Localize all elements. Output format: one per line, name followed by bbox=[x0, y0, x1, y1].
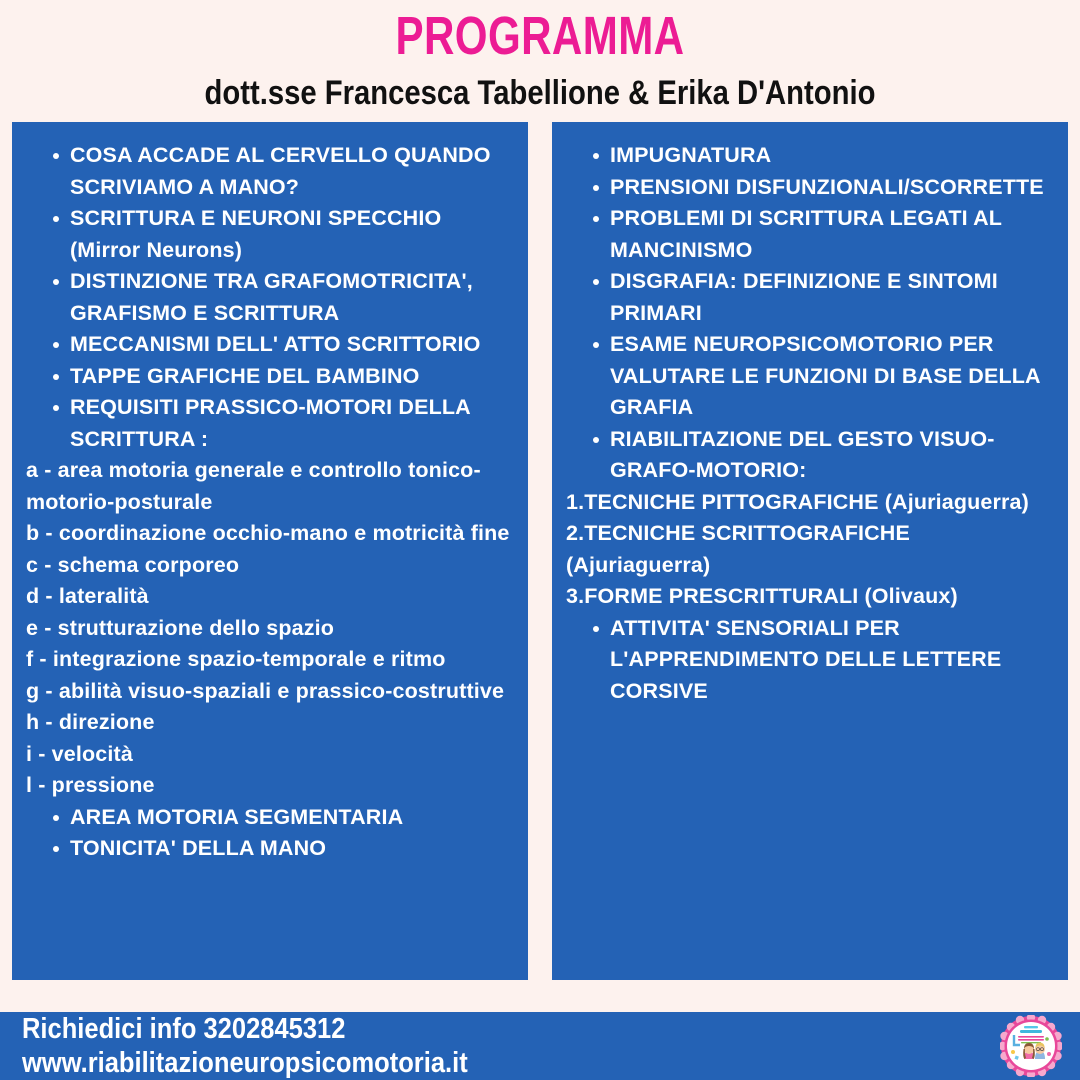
list-item: SCRITTURA E NEURONI SPECCHIO (Mirror Neurons) bbox=[26, 203, 514, 266]
list-item: DISTINZIONE TRA GRAFOMOTRICITA', GRAFISMO E SCRITTURA bbox=[26, 266, 514, 329]
right-program-panel bbox=[552, 122, 1068, 980]
list-item: MECCANISMI DELL' ATTO SCRITTORIO bbox=[26, 329, 514, 361]
page-header bbox=[0, 0, 1080, 112]
list-item: g - abilità visuo-spaziali e prassico-costruttive bbox=[26, 678, 505, 703]
left-program-panel bbox=[12, 122, 528, 980]
list-item: b - coordinazione occhio-mano e motricità fine bbox=[26, 521, 510, 545]
list-item: REQUISITI PRASSICO-MOTORI DELLA SCRITTURA : bbox=[26, 392, 514, 455]
list-item: PRENSIONI DISFUNZIONALI/SCORRETTE bbox=[566, 172, 1054, 204]
kids-children-badge-logo bbox=[1000, 1015, 1062, 1077]
list-item: TONICITA' DELLA MANO bbox=[26, 833, 514, 865]
list-item: d - lateralità bbox=[26, 584, 149, 608]
list-item: COSA ACCADE AL CERVELLO QUANDO SCRIVIAMO A MANO? bbox=[26, 140, 514, 203]
list-item: 3.FORME PRESCRITTURALI (Olivaux) bbox=[566, 584, 958, 608]
left-program-list bbox=[26, 140, 514, 865]
right-program-list bbox=[566, 140, 1054, 707]
list-item: h - direzione bbox=[26, 710, 155, 734]
page-title: PROGRAMMA bbox=[395, 6, 685, 66]
list-item: AREA MOTORIA SEGMENTARIA bbox=[26, 802, 514, 834]
badge-logo-graphic bbox=[1000, 1015, 1062, 1077]
list-item: RIABILITAZIONE DEL GESTO VISUO-GRAFO-MOTORIO: bbox=[566, 424, 1054, 487]
list-item: l - pressione bbox=[26, 773, 155, 797]
list-item: i - velocità bbox=[26, 741, 133, 766]
list-item: c - schema corporeo bbox=[26, 552, 240, 577]
badge-child-girl bbox=[1023, 1043, 1035, 1059]
page-subtitle: dott.sse Francesca Tabellione & Erika D'Antonio bbox=[204, 74, 876, 112]
list-item: 1.TECNICHE PITTOGRAFICHE (Ajuriaguerra) bbox=[566, 489, 1029, 514]
footer-website-line[interactable]: www.riabilitazioneuropsicomotoria.it bbox=[22, 1047, 468, 1079]
list-item: PROBLEMI DI SCRITTURA LEGATI AL MANCINISMO bbox=[566, 203, 1054, 266]
program-columns bbox=[0, 122, 1080, 980]
list-item: ESAME NEUROPSICOMOTORIO PER VALUTARE LE FUNZIONI DI BASE DELLA GRAFIA bbox=[566, 329, 1054, 424]
footer-contact-text bbox=[22, 1012, 528, 1080]
list-item: DISGRAFIA: DEFINIZIONE E SINTOMI PRIMARI bbox=[566, 266, 1054, 329]
list-item: f - integrazione spazio-temporale e ritmo bbox=[26, 647, 446, 671]
footer-phone-line: Richiedici info 3202845312 bbox=[22, 1013, 346, 1045]
contact-footer bbox=[0, 1012, 1080, 1080]
list-item: TAPPE GRAFICHE DEL BAMBINO bbox=[26, 361, 514, 393]
list-item: e - strutturazione dello spazio bbox=[26, 615, 335, 640]
list-item: a - area motoria generale e controllo tonico-motorio-posturale bbox=[26, 458, 481, 514]
list-item: IMPUGNATURA bbox=[566, 140, 1054, 172]
badge-child-boy bbox=[1035, 1043, 1045, 1060]
list-item: 2.TECNICHE SCRITTOGRAFICHE (Ajuriaguerra) bbox=[566, 521, 910, 577]
list-item: ATTIVITA' SENSORIALI PER L'APPRENDIMENTO DELLE LETTERE CORSIVE bbox=[566, 613, 1054, 708]
